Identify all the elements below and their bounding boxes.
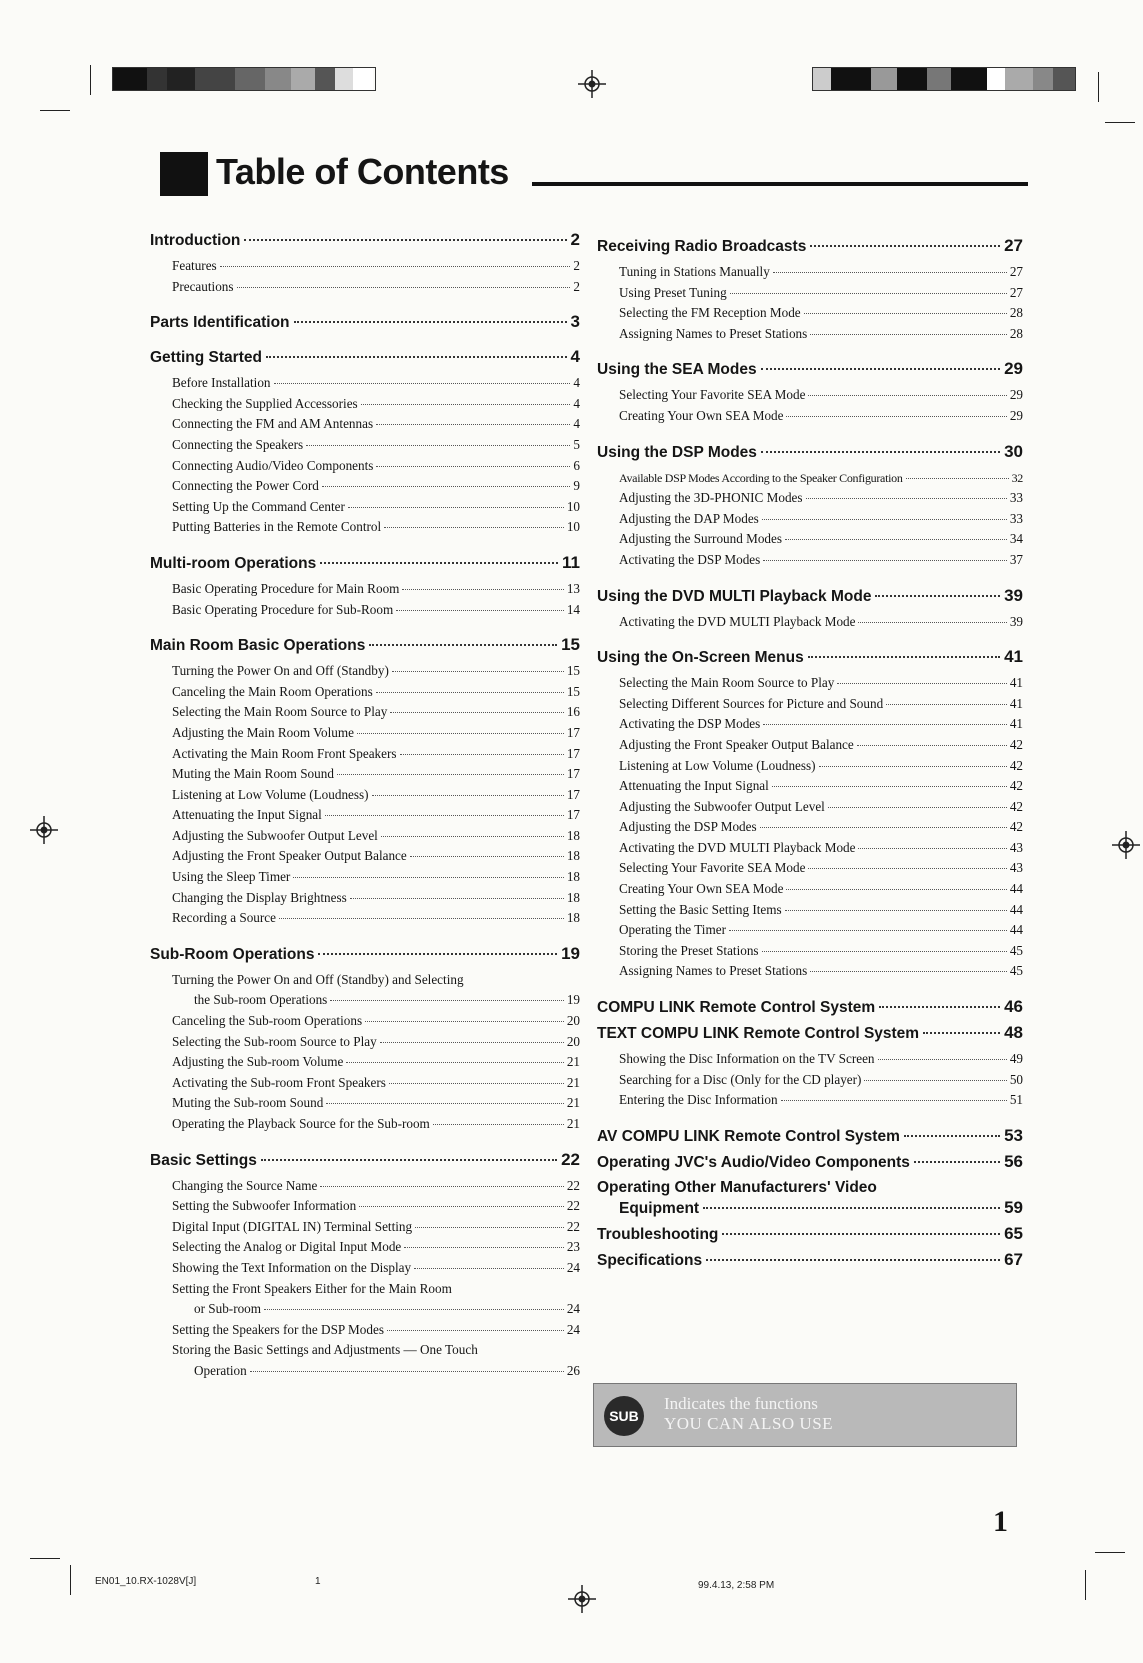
toc-items bbox=[172, 373, 580, 538]
toc-entry[interactable]: Activating the DVD MULTI Playback Mode 39 bbox=[619, 613, 1023, 629]
toc-heading[interactable]: Multi-room Operations 11 bbox=[150, 552, 580, 572]
toc-items bbox=[619, 612, 1023, 633]
toc-entry[interactable]: Before Installation 4 bbox=[172, 375, 580, 391]
toc-entry[interactable]: Adjusting the Subwoofer Output Level 18 bbox=[172, 827, 580, 843]
toc-entry[interactable]: Attenuating the Input Signal 17 bbox=[172, 807, 580, 823]
toc-entry[interactable]: Listening at Low Volume (Loudness) 42 bbox=[619, 757, 1023, 773]
toc-entry[interactable]: Assigning Names to Preset Stations 28 bbox=[619, 325, 1023, 341]
toc-entry[interactable]: Connecting Audio/Video Components 6 bbox=[172, 457, 580, 473]
toc-items bbox=[172, 970, 580, 1135]
toc-entry[interactable]: Changing the Display Brightness 18 bbox=[172, 889, 580, 905]
toc-entry[interactable]: Creating Your Own SEA Mode 44 bbox=[619, 881, 1023, 897]
sub-badge-icon: SUB bbox=[604, 1396, 644, 1436]
toc-entry[interactable]: Adjusting the DSP Modes 42 bbox=[619, 819, 1023, 835]
toc-section-multi-room bbox=[150, 553, 580, 620]
toc-heading[interactable]: Sub-Room Operations 19 bbox=[150, 943, 580, 963]
toc-entry[interactable]: Canceling the Main Room Operations 15 bbox=[172, 683, 580, 699]
toc-entry[interactable]: Basic Operating Procedure for Sub-Room 14 bbox=[172, 601, 580, 617]
crop-mark bbox=[1095, 1552, 1125, 1553]
toc-entry[interactable]: Creating Your Own SEA Mode 29 bbox=[619, 407, 1023, 423]
toc-section-other-manufacturers bbox=[597, 1178, 1023, 1219]
toc-entry[interactable]: Using Preset Tuning 27 bbox=[619, 284, 1023, 300]
toc-entry[interactable]: Activating the Sub-room Front Speakers 21 bbox=[172, 1074, 580, 1090]
toc-entry[interactable]: Searching for a Disc (Only for the CD player) 50 bbox=[619, 1071, 1023, 1087]
toc-entry[interactable]: Selecting the Main Room Source to Play 41 bbox=[619, 675, 1023, 691]
toc-entry[interactable]: Operating the Timer 44 bbox=[619, 922, 1023, 938]
toc-heading[interactable]: Using the DSP Modes 30 bbox=[597, 441, 1023, 461]
toc-heading[interactable]: Operating Other Manufacturers' Video Equipment 59 bbox=[597, 1178, 1023, 1217]
toc-entry[interactable]: Connecting the Speakers 5 bbox=[172, 436, 580, 452]
crop-mark bbox=[40, 110, 70, 111]
toc-heading[interactable]: Using the DVD MULTI Playback Mode 39 bbox=[597, 585, 1023, 605]
toc-entry[interactable]: Attenuating the Input Signal 42 bbox=[619, 778, 1023, 794]
toc-section-sea bbox=[597, 359, 1023, 426]
toc-entry[interactable]: Selecting the Sub-room Source to Play 20 bbox=[172, 1033, 580, 1049]
toc-entry[interactable]: Showing the Text Information on the Display 24 bbox=[172, 1259, 580, 1275]
toc-items bbox=[172, 579, 580, 620]
toc-entry[interactable]: Activating the DVD MULTI Playback Mode 43 bbox=[619, 839, 1023, 855]
toc-section-av-compu-link bbox=[597, 1126, 1023, 1147]
toc-entry[interactable]: Features 2 bbox=[172, 258, 580, 273]
toc-entry[interactable]: Changing the Source Name 22 bbox=[172, 1177, 580, 1193]
toc-section-main-room bbox=[150, 635, 580, 929]
toc-section-specifications bbox=[597, 1250, 1023, 1271]
toc-section-introduction bbox=[150, 230, 580, 297]
toc-entry[interactable]: Assigning Names to Preset Stations 45 bbox=[619, 963, 1023, 979]
toc-entry[interactable]: Muting the Sub-room Sound 21 bbox=[172, 1095, 580, 1111]
banner-text: Indicates the functions YOU CAN ALSO USE bbox=[664, 1394, 834, 1433]
toc-entry[interactable]: Canceling the Sub-room Operations 20 bbox=[172, 1013, 580, 1029]
toc-left-column bbox=[150, 230, 580, 1388]
color-bar-left bbox=[112, 67, 376, 91]
toc-entry[interactable]: Muting the Main Room Sound 17 bbox=[172, 766, 580, 782]
registration-mark-icon bbox=[568, 1585, 596, 1613]
toc-entry[interactable]: Activating the DSP Modes 41 bbox=[619, 716, 1023, 732]
title-rule bbox=[532, 182, 1028, 186]
toc-heading[interactable]: Getting Started 4 bbox=[150, 347, 580, 367]
toc-entry[interactable]: Adjusting the 3D-PHONIC Modes 33 bbox=[619, 490, 1023, 506]
toc-entry[interactable]: Adjusting the Front Speaker Output Balance 42 bbox=[619, 736, 1023, 752]
registration-mark-icon bbox=[578, 70, 606, 98]
toc-entry[interactable]: Turning the Power On and Off (Standby) 15 bbox=[172, 663, 580, 679]
toc-entry[interactable]: Adjusting the Front Speaker Output Balance 18 bbox=[172, 848, 580, 864]
toc-entry[interactable]: Selecting Your Favorite SEA Mode 29 bbox=[619, 387, 1023, 403]
toc-entry[interactable]: Digital Input (DIGITAL IN) Terminal Setting 22 bbox=[172, 1218, 580, 1234]
toc-heading[interactable]: Using the On-Screen Menus 41 bbox=[597, 647, 1023, 667]
toc-entry[interactable]: Recording a Source 18 bbox=[172, 910, 580, 926]
toc-entry[interactable]: Tuning in Stations Manually 27 bbox=[619, 264, 1023, 279]
toc-entry[interactable]: Setting the Front Speakers Either for the Main Room or Sub-room 24 bbox=[172, 1280, 580, 1317]
toc-entry[interactable]: Adjusting the Sub-room Volume 21 bbox=[172, 1054, 580, 1070]
crop-mark bbox=[30, 1558, 60, 1559]
toc-entry[interactable]: Entering the Disc Information 51 bbox=[619, 1092, 1023, 1108]
toc-entry[interactable]: Connecting the Power Cord 9 bbox=[172, 478, 580, 494]
toc-section-troubleshooting bbox=[597, 1224, 1023, 1245]
toc-entry[interactable]: Setting the Basic Setting Items 44 bbox=[619, 901, 1023, 917]
print-slug-page: 1 bbox=[315, 1576, 321, 1587]
toc-heading[interactable]: Parts Identification 3 bbox=[150, 312, 580, 332]
toc-entry[interactable]: Activating the DSP Modes 37 bbox=[619, 551, 1023, 567]
toc-items bbox=[619, 385, 1023, 426]
toc-heading[interactable]: Troubleshooting 65 bbox=[597, 1223, 1023, 1243]
toc-entry[interactable]: Turning the Power On and Off (Standby) and Selecting the Sub-room Operations 19 bbox=[172, 971, 580, 1008]
toc-entry[interactable]: Listening at Low Volume (Loudness) 17 bbox=[172, 786, 580, 802]
toc-section-parts bbox=[150, 312, 580, 333]
toc-heading[interactable]: Using the SEA Modes 29 bbox=[597, 359, 1023, 379]
toc-entry[interactable]: Selecting Different Sources for Picture and Sound 41 bbox=[619, 695, 1023, 711]
title-block-icon bbox=[160, 152, 208, 196]
toc-items bbox=[172, 256, 580, 297]
toc-entry[interactable]: Connecting the FM and AM Antennas 4 bbox=[172, 416, 580, 432]
toc-heading[interactable]: Main Room Basic Operations 15 bbox=[150, 635, 580, 655]
crop-mark bbox=[1085, 1570, 1086, 1600]
crop-mark bbox=[1098, 72, 1099, 102]
toc-section-radio bbox=[597, 236, 1023, 344]
toc-entry[interactable]: Setting Up the Command Center 10 bbox=[172, 498, 580, 514]
toc-entry[interactable]: Checking the Supplied Accessories 4 bbox=[172, 395, 580, 411]
registration-mark-icon bbox=[30, 816, 58, 844]
toc-entry[interactable]: Selecting the Analog or Digital Input Mode 23 bbox=[172, 1239, 580, 1255]
toc-section-jvc-components bbox=[597, 1152, 1023, 1173]
toc-section-text-compu-link bbox=[597, 1023, 1023, 1111]
toc-heading[interactable]: Specifications 67 bbox=[597, 1249, 1023, 1269]
toc-heading[interactable]: Basic Settings 22 bbox=[150, 1149, 580, 1169]
color-bar-right bbox=[812, 67, 1076, 91]
crop-mark bbox=[90, 65, 91, 95]
toc-section-sub-room bbox=[150, 944, 580, 1135]
crop-mark bbox=[1105, 122, 1135, 123]
toc-entry[interactable]: Adjusting the Subwoofer Output Level 42 bbox=[619, 798, 1023, 814]
toc-entry[interactable]: Selecting Your Favorite SEA Mode 43 bbox=[619, 860, 1023, 876]
toc-items bbox=[619, 673, 1023, 982]
sub-room-banner bbox=[593, 1383, 1017, 1447]
toc-section-getting-started bbox=[150, 347, 580, 538]
toc-right-column bbox=[597, 236, 1023, 1276]
toc-entry[interactable]: Showing the Disc Information on the TV Screen 49 bbox=[619, 1051, 1023, 1067]
toc-entry[interactable]: Storing the Preset Stations 45 bbox=[619, 942, 1023, 958]
page-title: Table of Contents bbox=[216, 151, 509, 192]
page-number: 1 bbox=[993, 1505, 1008, 1538]
toc-items bbox=[619, 468, 1023, 571]
toc-entry[interactable]: Adjusting the DAP Modes 33 bbox=[619, 510, 1023, 526]
toc-entry[interactable]: Available DSP Modes According to the Speaker Configuration 32 bbox=[619, 470, 1023, 485]
toc-entry[interactable]: Basic Operating Procedure for Main Room 13 bbox=[172, 580, 580, 596]
toc-section-dvd-multi bbox=[597, 586, 1023, 633]
toc-items bbox=[172, 661, 580, 929]
toc-section-compu-link bbox=[597, 997, 1023, 1018]
toc-entry[interactable]: Setting the Subwoofer Information 22 bbox=[172, 1198, 580, 1214]
toc-entry[interactable]: Selecting the FM Reception Mode 28 bbox=[619, 305, 1023, 321]
toc-heading[interactable]: Operating JVC's Audio/Video Components 56 bbox=[597, 1151, 1023, 1171]
toc-section-basic-settings bbox=[150, 1150, 580, 1382]
toc-items bbox=[619, 1049, 1023, 1111]
toc-heading[interactable]: Introduction 2 bbox=[150, 230, 580, 249]
toc-items bbox=[172, 1176, 580, 1382]
toc-entry[interactable]: Selecting the Main Room Source to Play 16 bbox=[172, 704, 580, 720]
toc-entry[interactable]: Adjusting the Main Room Volume 17 bbox=[172, 724, 580, 740]
toc-entry[interactable]: Using the Sleep Timer 18 bbox=[172, 869, 580, 885]
toc-heading[interactable]: AV COMPU LINK Remote Control System 53 bbox=[597, 1125, 1023, 1145]
toc-entry[interactable]: Adjusting the Surround Modes 34 bbox=[619, 531, 1023, 547]
toc-entry[interactable]: Operating the Playback Source for the Sub-room 21 bbox=[172, 1116, 580, 1131]
toc-section-on-screen-menus bbox=[597, 647, 1023, 982]
page-header bbox=[160, 152, 1028, 196]
registration-mark-icon bbox=[1112, 831, 1140, 859]
toc-items bbox=[619, 262, 1023, 344]
toc-heading[interactable]: Receiving Radio Broadcasts 27 bbox=[597, 236, 1023, 255]
toc-heading[interactable]: TEXT COMPU LINK Remote Control System 48 bbox=[597, 1023, 1023, 1043]
toc-section-dsp bbox=[597, 442, 1023, 571]
toc-entry[interactable]: Putting Batteries in the Remote Control 10 bbox=[172, 519, 580, 535]
toc-entry[interactable]: Setting the Speakers for the DSP Modes 24 bbox=[172, 1321, 580, 1337]
toc-heading[interactable]: COMPU LINK Remote Control System 46 bbox=[597, 997, 1023, 1017]
crop-mark bbox=[70, 1565, 71, 1595]
print-slug-file: EN01_10.RX-1028V[J] bbox=[95, 1576, 197, 1587]
print-slug-date: 99.4.13, 2:58 PM bbox=[698, 1580, 775, 1591]
toc-entry[interactable]: Activating the Main Room Front Speakers 17 bbox=[172, 745, 580, 761]
toc-entry[interactable]: Storing the Basic Settings and Adjustments — One Touch Operation 26 bbox=[172, 1342, 580, 1378]
toc-entry[interactable]: Precautions 2 bbox=[172, 278, 580, 294]
